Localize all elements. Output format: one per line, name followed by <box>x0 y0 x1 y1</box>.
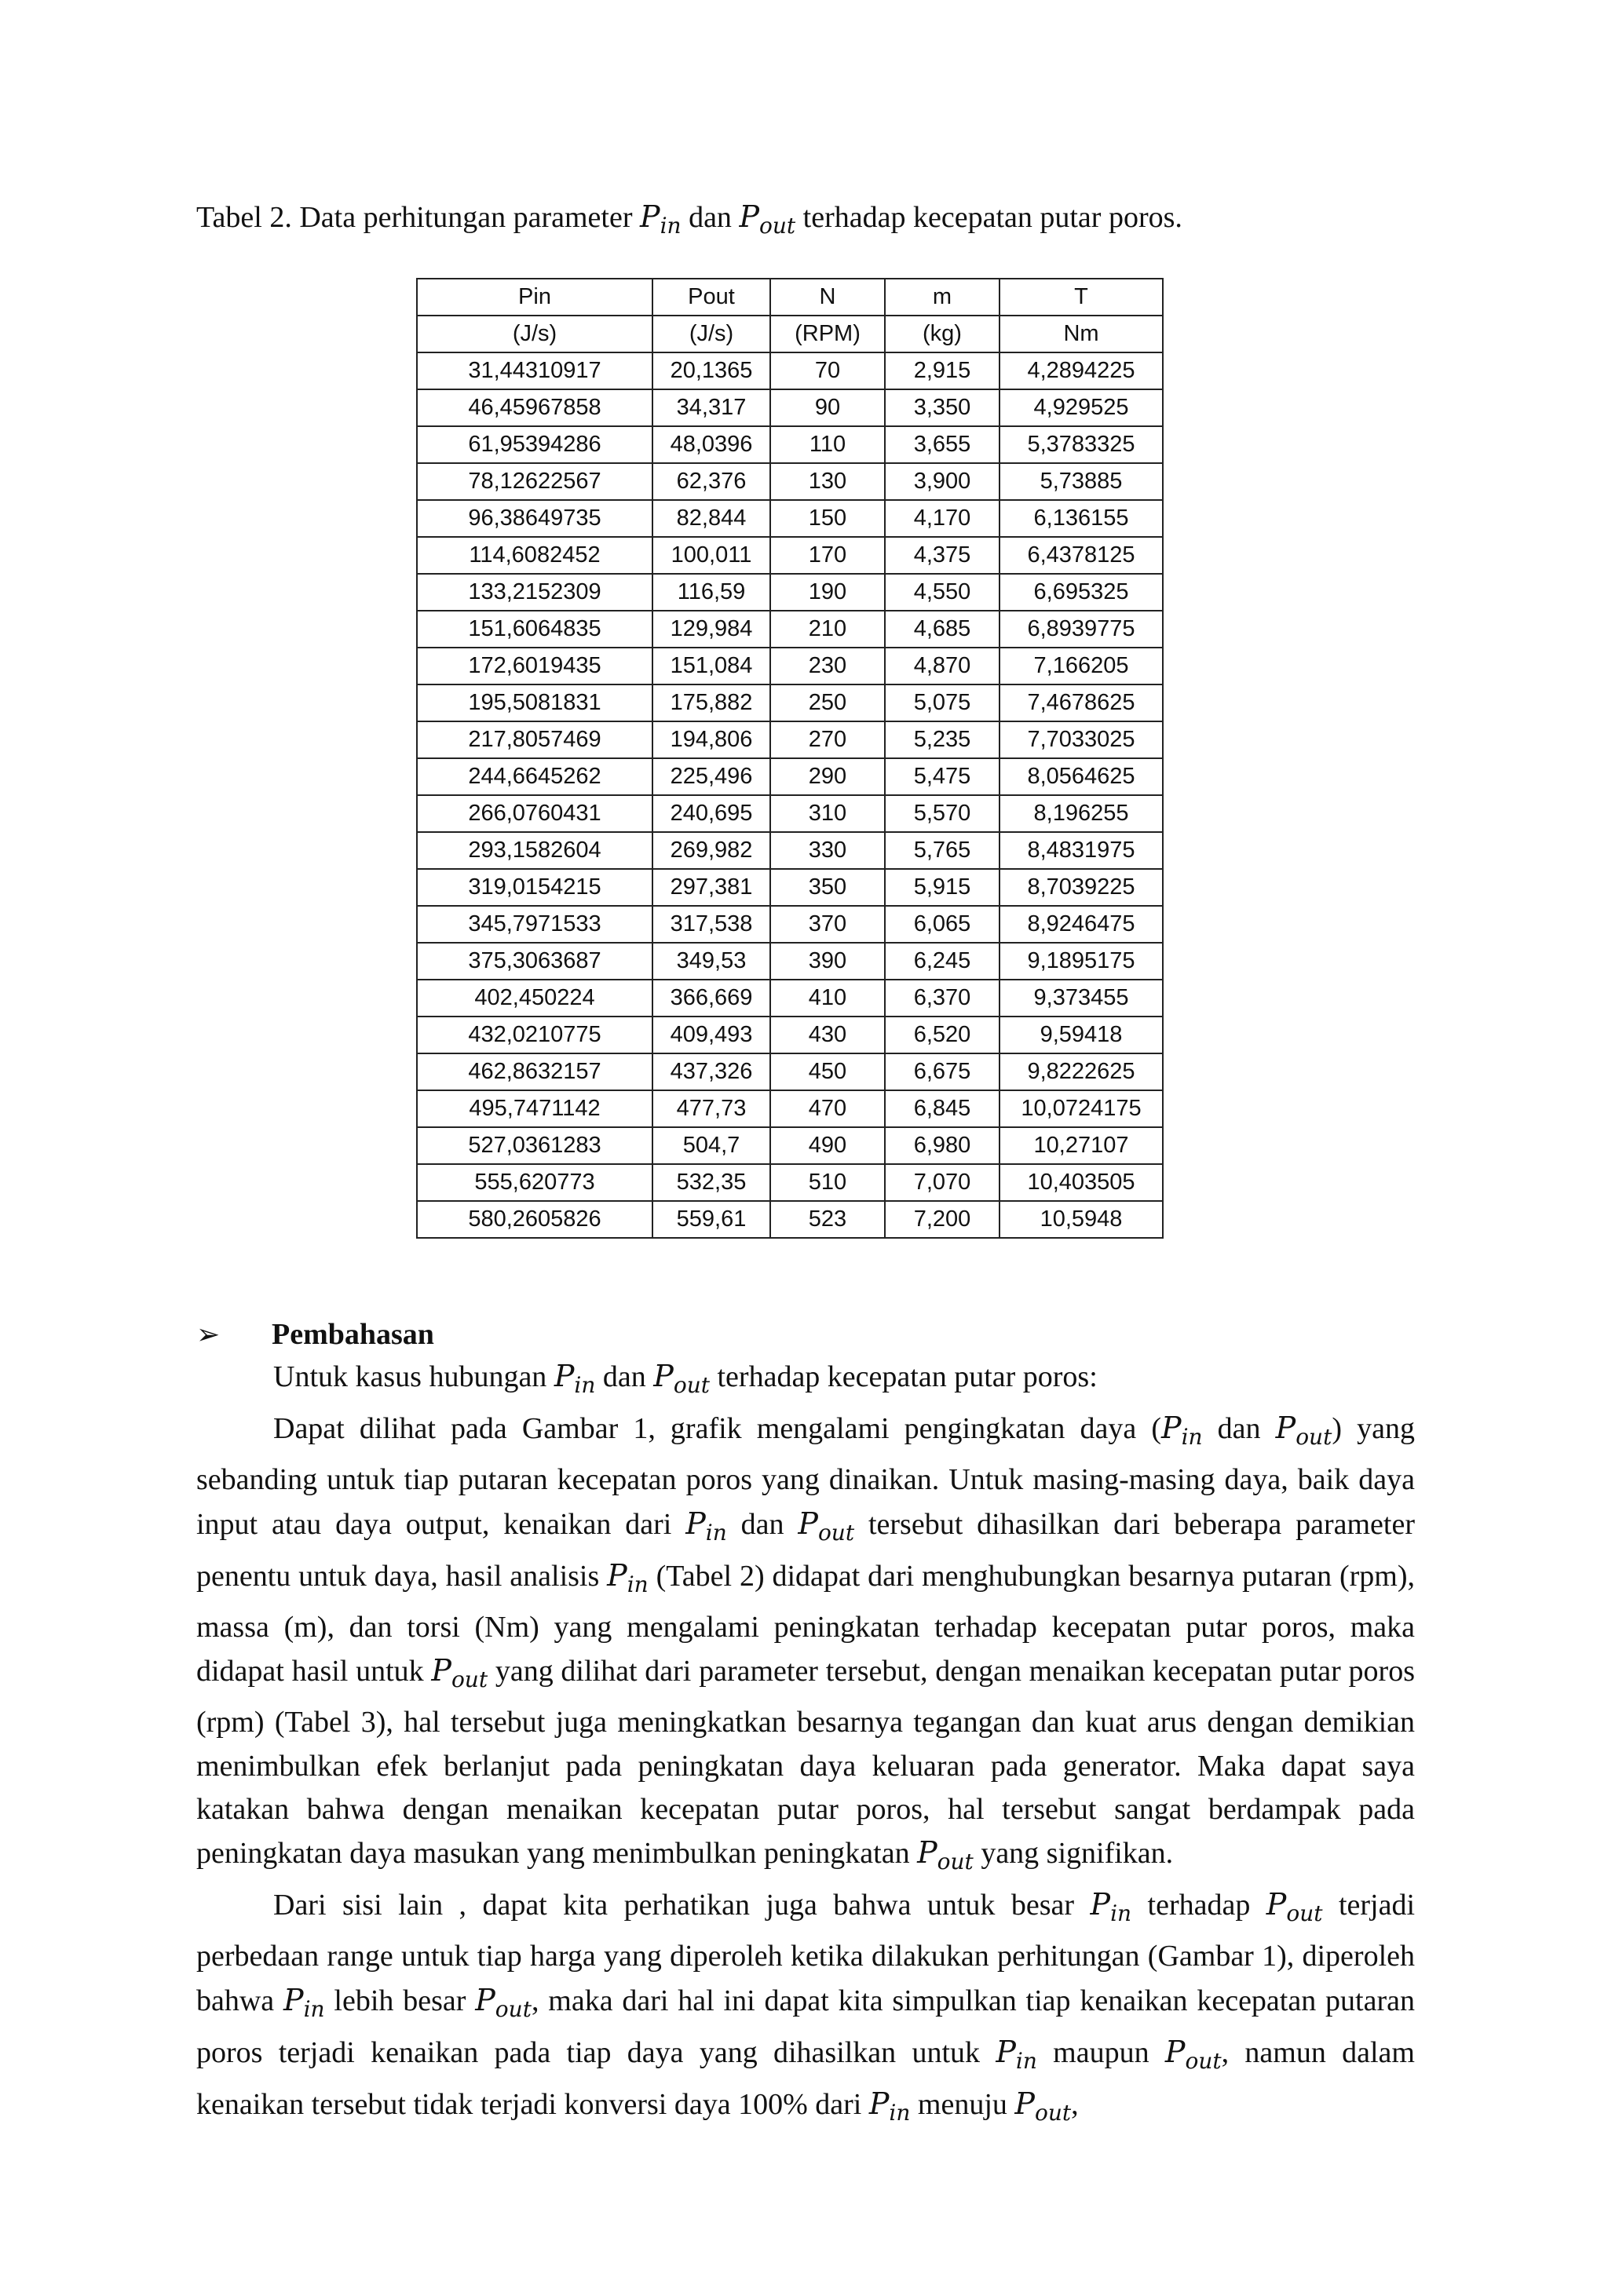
table-cell: 555,620773 <box>417 1164 652 1201</box>
table-cell: 150 <box>770 500 885 537</box>
table-cell: 495,7471142 <box>417 1090 652 1127</box>
table-cell: 4,685 <box>885 611 1000 648</box>
p-in-symbol: $P_{in}$ <box>607 1557 649 1597</box>
table-cell: 6,845 <box>885 1090 1000 1127</box>
paragraph-text: dan <box>595 1360 654 1393</box>
table-row <box>417 906 1163 943</box>
table-cell: 410 <box>770 980 885 1017</box>
table-row <box>417 980 1163 1017</box>
table-cell: 8,196255 <box>1000 795 1163 832</box>
table-cell: 5,765 <box>885 832 1000 869</box>
table-row <box>417 832 1163 869</box>
table-cell: 450 <box>770 1053 885 1090</box>
table-cell: 46,45967858 <box>417 389 652 426</box>
table-cell: 6,136155 <box>1000 500 1163 537</box>
table-cell: 5,3783325 <box>1000 426 1163 463</box>
header-cell: Pin <box>417 279 652 316</box>
table-cell: 175,882 <box>652 684 770 721</box>
data-table <box>416 278 1164 1239</box>
table-cell: 375,3063687 <box>417 943 652 980</box>
table-cell: 5,73885 <box>1000 463 1163 500</box>
section-heading <box>196 1312 434 1357</box>
paragraph <box>196 1883 1415 2134</box>
p-out-symbol: $P_{out}$ <box>739 199 796 239</box>
p-out-symbol: $P_{out}$ <box>1014 2086 1072 2126</box>
paragraph-text: dan <box>1202 1412 1276 1446</box>
table-cell: 6,695325 <box>1000 574 1163 611</box>
header-cell: m <box>885 279 1000 316</box>
table-cell: 130 <box>770 463 885 500</box>
paragraph-text: Dapat dilihat pada Gambar 1, grafik mengalami pengingkatan daya ( <box>273 1412 1161 1446</box>
table-cell: 48,0396 <box>652 426 770 463</box>
table-cell: 6,980 <box>885 1127 1000 1164</box>
unit-cell: (J/s) <box>417 316 652 352</box>
table-cell: 559,61 <box>652 1201 770 1238</box>
table-cell: 9,59418 <box>1000 1017 1163 1053</box>
table-cell: 8,4831975 <box>1000 832 1163 869</box>
caption-prefix: Tabel 2. Data perhitungan parameter <box>196 201 633 234</box>
table-cell: 217,8057469 <box>417 721 652 758</box>
table-cell: 9,8222625 <box>1000 1053 1163 1090</box>
table-cell: 4,870 <box>885 648 1000 684</box>
table-cell: 7,4678625 <box>1000 684 1163 721</box>
p-in-symbol: $P_{in}$ <box>1090 1887 1132 1927</box>
header-cell: N <box>770 279 885 316</box>
table-cell: 4,2894225 <box>1000 352 1163 389</box>
table-cell: 330 <box>770 832 885 869</box>
table-cell: 8,0564625 <box>1000 758 1163 795</box>
table-row <box>417 648 1163 684</box>
p-out-symbol: $P_{out}$ <box>1275 1411 1332 1451</box>
table-cell: 532,35 <box>652 1164 770 1201</box>
table-cell: 78,12622567 <box>417 463 652 500</box>
paragraph-text: (Tabel 2) didapat dari menghubungkan besarnya putaran (rpm), massa (m), dan torsi (Nm) yang mengalami peningkatan terhadap kecepatan putar poros, maka didapat hasil untuk <box>196 1559 1415 1688</box>
paragraph-text: terhadap kecepatan putar poros: <box>710 1360 1098 1393</box>
table-cell: 8,9246475 <box>1000 906 1163 943</box>
table-cell: 297,381 <box>652 869 770 906</box>
p-out-symbol: $P_{out}$ <box>1266 1887 1323 1927</box>
table-cell: 7,7033025 <box>1000 721 1163 758</box>
table-cell: 34,317 <box>652 389 770 426</box>
table-cell: 8,7039225 <box>1000 869 1163 906</box>
paragraph-text: tersebut dihasilkan dari beberapa parameter penentu untuk daya, hasil analisis <box>196 1507 1415 1593</box>
table-cell: 2,915 <box>885 352 1000 389</box>
table-cell: 195,5081831 <box>417 684 652 721</box>
table-cell: 230 <box>770 648 885 684</box>
table-cell: 110 <box>770 426 885 463</box>
table-cell: 5,235 <box>885 721 1000 758</box>
table-row <box>417 1127 1163 1164</box>
table-cell: 70 <box>770 352 885 389</box>
table-cell: 510 <box>770 1164 885 1201</box>
table-cell: 430 <box>770 1017 885 1053</box>
unit-cell: (kg) <box>885 316 1000 352</box>
paragraph-text: ) yang sebanding untuk tiap putaran kecepatan poros yang dinaikan. Untuk masing-masing daya, baik daya input atau daya output, kenaikan dari <box>196 1412 1415 1541</box>
table-row <box>417 611 1163 648</box>
table-cell: 172,6019435 <box>417 648 652 684</box>
table-cell: 133,2152309 <box>417 574 652 611</box>
table-cell: 7,166205 <box>1000 648 1163 684</box>
table-cell: 4,375 <box>885 537 1000 574</box>
p-in-symbol: $P_{in}$ <box>868 2086 911 2126</box>
p-out-symbol: $P_{out}$ <box>1164 2034 1222 2074</box>
paragraph-text: Untuk kasus hubungan <box>273 1360 554 1393</box>
paragraph <box>196 1355 1415 1407</box>
header-cell: Pout <box>652 279 770 316</box>
table-cell: 6,065 <box>885 906 1000 943</box>
table-cell: 504,7 <box>652 1127 770 1164</box>
paragraph-text: Dari sisi lain , dapat kita perhatikan juga bahwa untuk besar <box>273 1889 1091 1922</box>
table-row <box>417 758 1163 795</box>
table-row <box>417 574 1163 611</box>
table-row <box>417 1201 1163 1238</box>
table-cell: 390 <box>770 943 885 980</box>
p-out-symbol: $P_{out}$ <box>798 1506 855 1546</box>
table-cell: 349,53 <box>652 943 770 980</box>
table-cell: 269,982 <box>652 832 770 869</box>
table-row <box>417 869 1163 906</box>
paragraph-text: terjadi perbedaan range untuk tiap harga yang diperoleh ketika dilakukan perhitungan (Gambar 1), diperoleh bahwa <box>196 1889 1416 2017</box>
table-cell: 266,0760431 <box>417 795 652 832</box>
table-cell: 402,450224 <box>417 980 652 1017</box>
paragraph-text: yang dilihat dari parameter tersebut, dengan menaikan kecepatan putar poros (rpm) (Tabel 3), hal tersebut juga meningkatkan besarnya tegangan dan kuat arus dengan demikian menimbulkan efek berlanjut pada peningkatan daya keluaran pada generator. Maka dapat saya katakan bahwa dengan menaikan kecepatan putar poros, hal tersebut sangat berdampak pada peningkatan daya masukan yang menimbulkan peningkatan <box>196 1655 1415 1871</box>
table-cell: 31,44310917 <box>417 352 652 389</box>
table-cell: 6,8939775 <box>1000 611 1163 648</box>
table-cell: 96,38649735 <box>417 500 652 537</box>
table-cell: 4,929525 <box>1000 389 1163 426</box>
table-header-row <box>417 279 1163 316</box>
table-cell: 62,376 <box>652 463 770 500</box>
table-cell: 20,1365 <box>652 352 770 389</box>
table-cell: 151,084 <box>652 648 770 684</box>
table-cell: 319,0154215 <box>417 869 652 906</box>
paragraph-text: yang signifikan. <box>973 1837 1174 1871</box>
paragraph-text: dan <box>726 1507 799 1541</box>
table-cell: 3,350 <box>885 389 1000 426</box>
table-cell: 6,520 <box>885 1017 1000 1053</box>
table-row <box>417 721 1163 758</box>
table-cell: 7,070 <box>885 1164 1000 1201</box>
p-out-symbol: $P_{out}$ <box>475 1982 532 2022</box>
p-in-symbol: $P_{in}$ <box>996 2034 1037 2074</box>
table-row <box>417 1053 1163 1090</box>
table-cell: 170 <box>770 537 885 574</box>
table-cell: 82,844 <box>652 500 770 537</box>
table-cell: 5,475 <box>885 758 1000 795</box>
table-cell: 6,675 <box>885 1053 1000 1090</box>
p-in-symbol: $P_{in}$ <box>1160 1411 1203 1451</box>
paragraph-text: lebih besar <box>324 1984 476 2017</box>
arrow-bullet-icon: ➢ <box>196 1319 221 1351</box>
p-out-symbol: $P_{out}$ <box>653 1359 710 1398</box>
table-cell: 350 <box>770 869 885 906</box>
header-cell: T <box>1000 279 1163 316</box>
table-cell: 240,695 <box>652 795 770 832</box>
table-cell: 270 <box>770 721 885 758</box>
p-in-symbol: $P_{in}$ <box>283 1982 325 2022</box>
table-cell: 210 <box>770 611 885 648</box>
section-title: Pembahasan <box>272 1318 434 1351</box>
table-cell: 129,984 <box>652 611 770 648</box>
table-row <box>417 463 1163 500</box>
table-cell: 310 <box>770 795 885 832</box>
p-in-symbol: $P_{in}$ <box>554 1359 596 1398</box>
table-cell: 317,538 <box>652 906 770 943</box>
table-cell: 580,2605826 <box>417 1201 652 1238</box>
table-cell: 114,6082452 <box>417 537 652 574</box>
table-caption <box>196 195 1182 248</box>
table-row <box>417 537 1163 574</box>
paragraph-text: maupun <box>1036 2035 1165 2069</box>
table-units-row <box>417 316 1163 352</box>
p-in-symbol: $P_{in}$ <box>639 199 682 239</box>
paragraph-text: , maka dari hal ini dapat kita simpulkan tiap kenaikan kecepatan putaran poros terjadi kenaikan pada tiap daya yang dihasilkan untuk <box>196 1984 1415 2069</box>
table-cell: 10,0724175 <box>1000 1090 1163 1127</box>
table-cell: 250 <box>770 684 885 721</box>
table-cell: 10,5948 <box>1000 1201 1163 1238</box>
table-cell: 225,496 <box>652 758 770 795</box>
unit-cell: Nm <box>1000 316 1163 352</box>
table-cell: 290 <box>770 758 885 795</box>
table-row <box>417 426 1163 463</box>
paragraph-text: , <box>1071 2088 1079 2122</box>
table-row <box>417 684 1163 721</box>
table-cell: 437,326 <box>652 1053 770 1090</box>
table-cell: 3,655 <box>885 426 1000 463</box>
table-cell: 151,6064835 <box>417 611 652 648</box>
table-cell: 5,075 <box>885 684 1000 721</box>
table-cell: 409,493 <box>652 1017 770 1053</box>
table-cell: 6,245 <box>885 943 1000 980</box>
table-cell: 4,550 <box>885 574 1000 611</box>
table-cell: 470 <box>770 1090 885 1127</box>
table-cell: 244,6645262 <box>417 758 652 795</box>
data-table-container <box>416 278 1164 1239</box>
table-cell: 6,4378125 <box>1000 537 1163 574</box>
table-cell: 10,403505 <box>1000 1164 1163 1201</box>
paragraph-text: terhadap <box>1131 1889 1266 1922</box>
table-cell: 490 <box>770 1127 885 1164</box>
unit-cell: (J/s) <box>652 316 770 352</box>
table-cell: 477,73 <box>652 1090 770 1127</box>
caption-conj: dan <box>689 201 732 234</box>
table-row <box>417 500 1163 537</box>
table-row <box>417 795 1163 832</box>
unit-cell: (RPM) <box>770 316 885 352</box>
paragraph-text: , namun dalam kenaikan tersebut tidak terjadi konversi daya 100% dari <box>196 2035 1415 2122</box>
table-row <box>417 1164 1163 1201</box>
table-cell: 6,370 <box>885 980 1000 1017</box>
table-cell: 527,0361283 <box>417 1127 652 1164</box>
p-out-symbol: $P_{out}$ <box>431 1653 488 1693</box>
table-cell: 462,8632157 <box>417 1053 652 1090</box>
p-in-symbol: $P_{in}$ <box>685 1506 727 1546</box>
table-cell: 345,7971533 <box>417 906 652 943</box>
table-cell: 4,170 <box>885 500 1000 537</box>
table-row <box>417 943 1163 980</box>
table-cell: 370 <box>770 906 885 943</box>
table-cell: 61,95394286 <box>417 426 652 463</box>
table-cell: 523 <box>770 1201 885 1238</box>
table-row <box>417 352 1163 389</box>
table-cell: 432,0210775 <box>417 1017 652 1053</box>
table-cell: 100,011 <box>652 537 770 574</box>
table-cell: 293,1582604 <box>417 832 652 869</box>
body-text <box>196 1355 1415 2134</box>
table-cell: 7,200 <box>885 1201 1000 1238</box>
table-cell: 3,900 <box>885 463 1000 500</box>
table-cell: 190 <box>770 574 885 611</box>
table-cell: 9,1895175 <box>1000 943 1163 980</box>
table-cell: 5,570 <box>885 795 1000 832</box>
table-cell: 366,669 <box>652 980 770 1017</box>
table-cell: 10,27107 <box>1000 1127 1163 1164</box>
p-out-symbol: $P_{out}$ <box>917 1835 974 1875</box>
table-cell: 116,59 <box>652 574 770 611</box>
table-row <box>417 1090 1163 1127</box>
paragraph <box>196 1407 1415 1883</box>
table-cell: 194,806 <box>652 721 770 758</box>
caption-suffix: terhadap kecepatan putar poros. <box>802 201 1182 234</box>
table-cell: 90 <box>770 389 885 426</box>
table-cell: 5,915 <box>885 869 1000 906</box>
table-row <box>417 1017 1163 1053</box>
paragraph-text: menuju <box>910 2088 1015 2122</box>
table-cell: 9,373455 <box>1000 980 1163 1017</box>
table-row <box>417 389 1163 426</box>
